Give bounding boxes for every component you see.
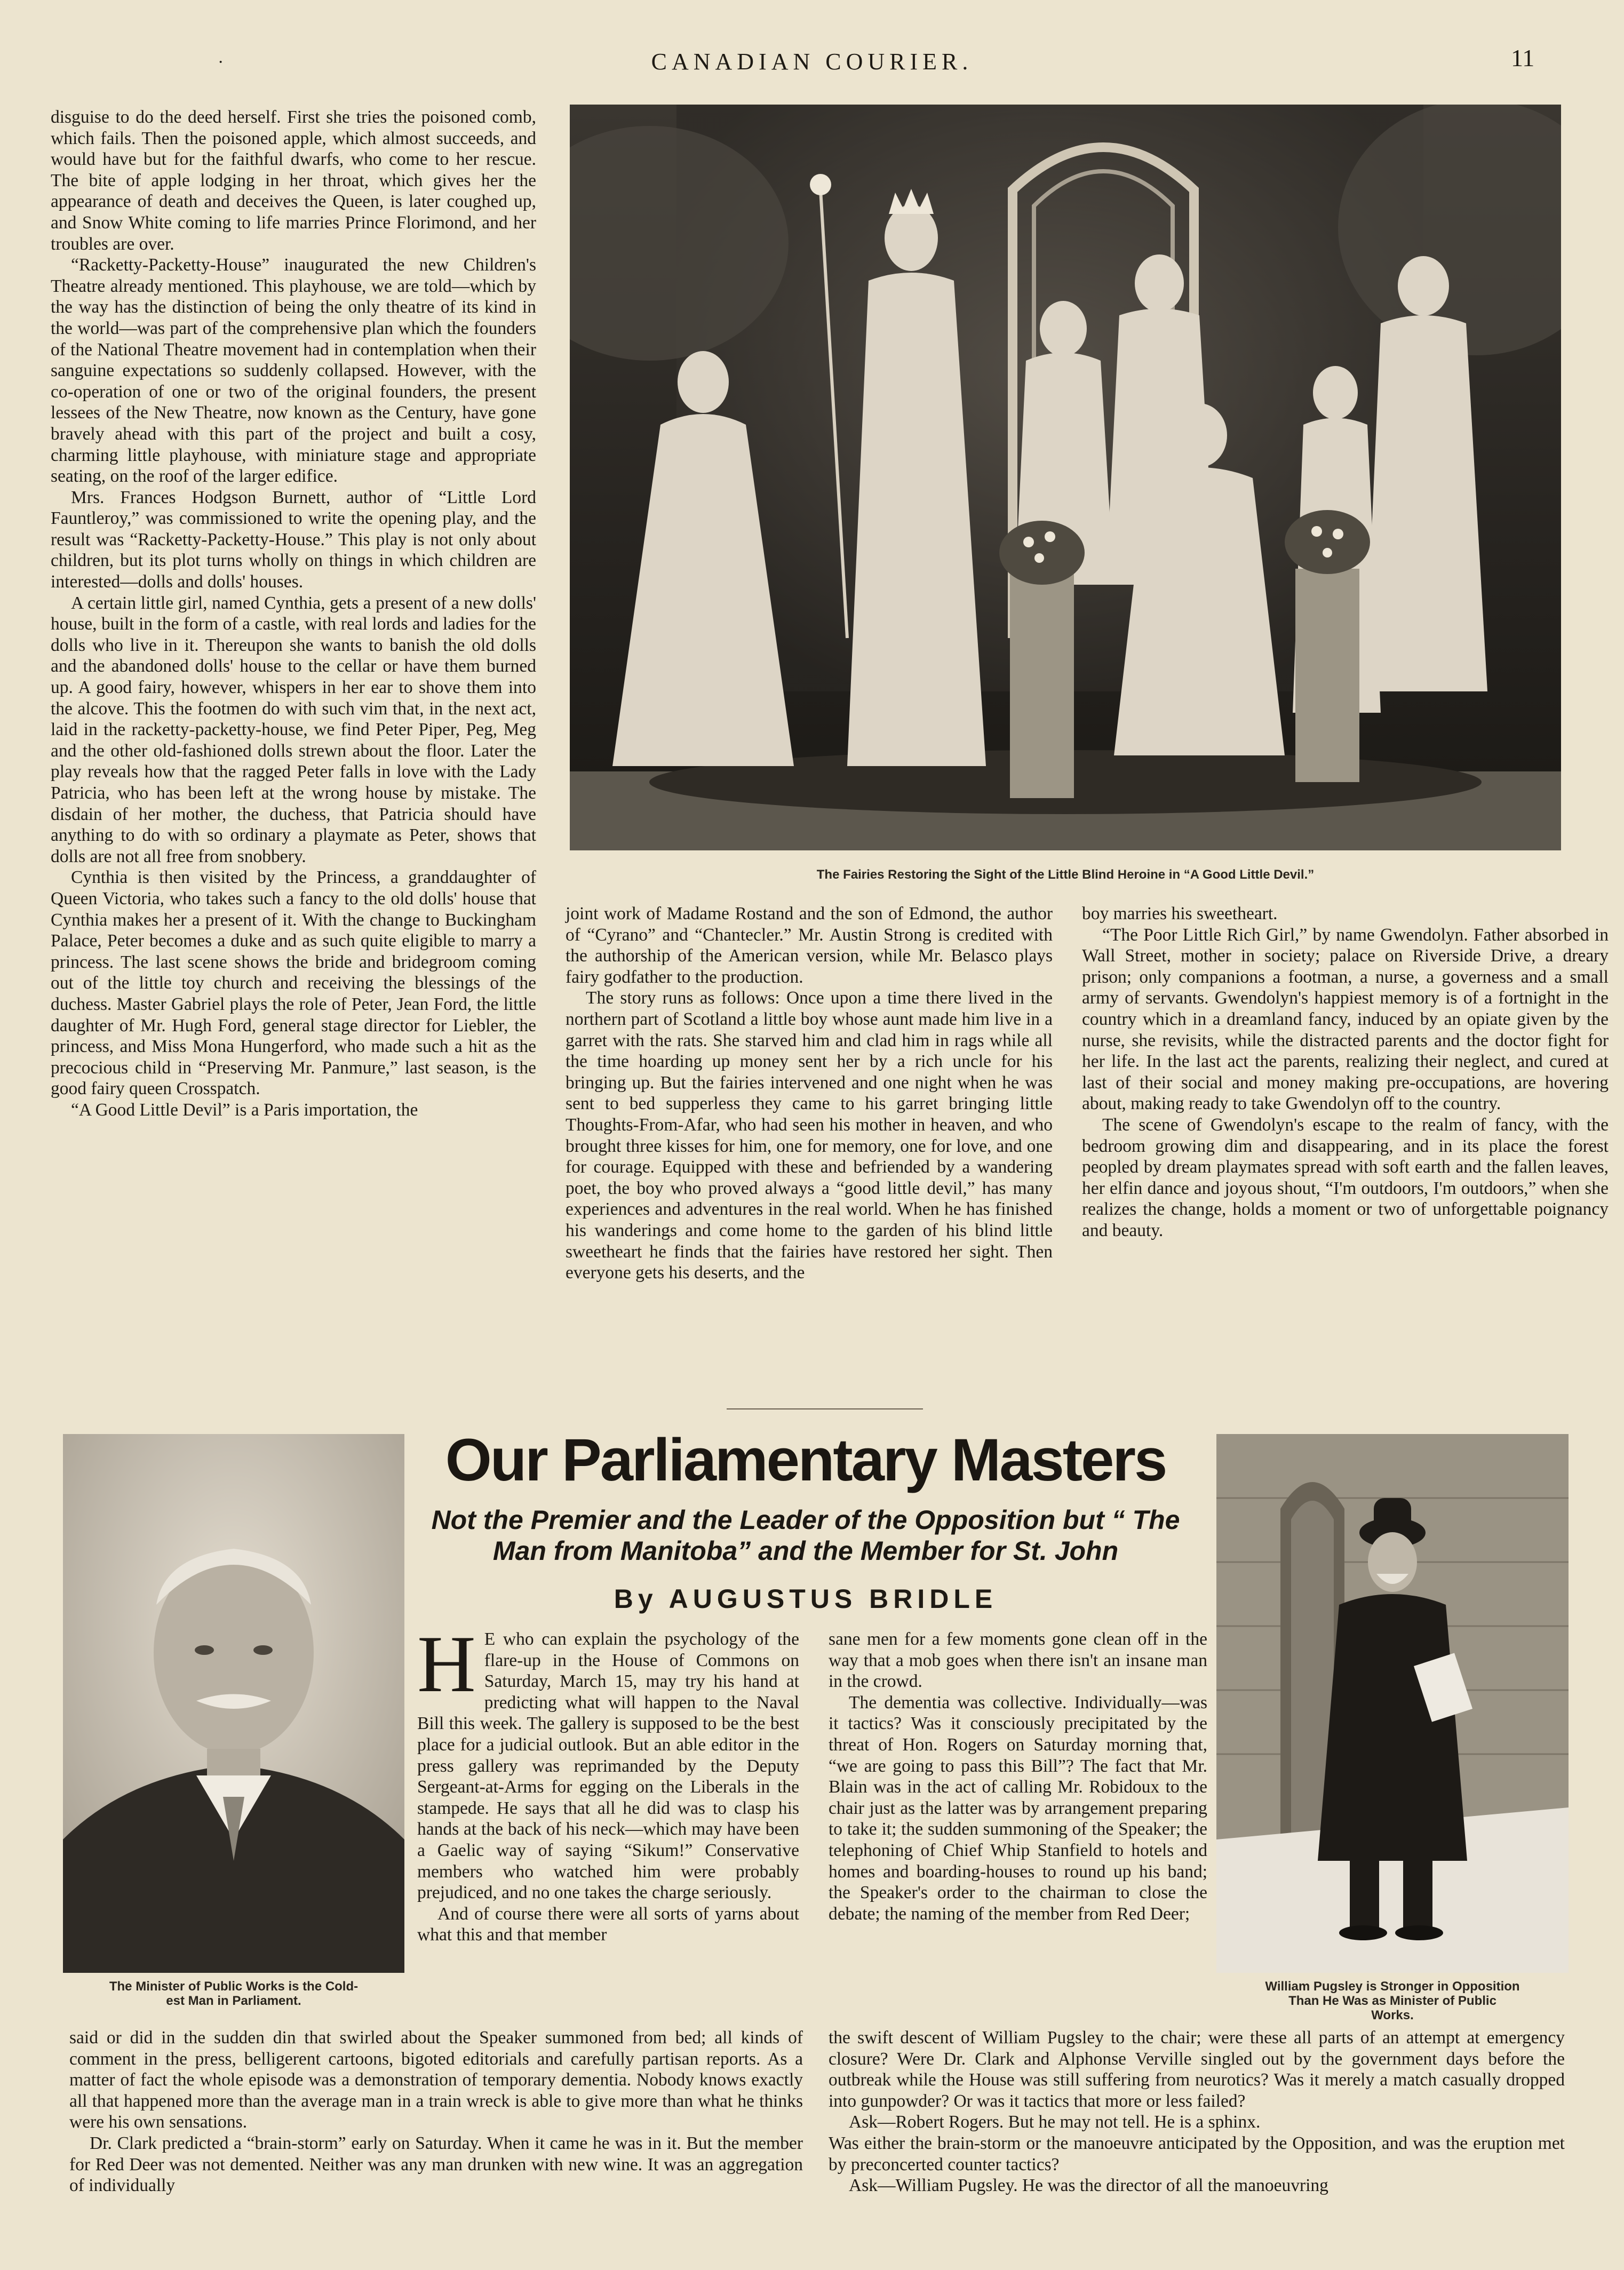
left-column: [51, 107, 536, 1121]
article-column-2: [829, 1629, 1207, 1924]
paragraph: The story runs as follows: Once upon a time there lived in the northern part of Scotland a little boy whose aunt made him live in a garret with the rats. She starved him and clad him in rags while all the time hoarding up money sent her by a rich uncle for his bringing up. But the fairies intervened and one night when he was sent to bed supperless they came to his garret bringing little Thoughts-From-Afar, who had seen his mother in heaven, and who brought three kisses for him, one for memory, one for love, and one for courage. Equipped with these and befriended by a wandering poet, the boy who proved always a “good little devil,” has many experiences and adventures in the real world. When he has finished his wanderings and come home to the garden of his blind little sweetheart he finds that the fairies have restored her sight. Then everyone gets his deserts, and the: [566, 988, 1053, 1283]
paragraph: joint work of Madame Rostand and the son of Edmond, the author of “Cyrano” and “Chantecler.” Mr. Austin Strong is credited with the authorship of the American version, while Mr. Belasco plays fairy godfather to the production.: [566, 904, 1053, 987]
paragraph: disguise to do the deed herself. First she tries the poisoned comb, which fails. Then the poisoned apple, which almost succeeds, and would have but for the faithful dwarfs, who come to her rescue. The bite of apple lodging in her throat, which gives her the appearance of death and deceives the Queen, is later coughed up, and Snow White coming to life marries Prince Florimond, and her troubles are over.: [51, 107, 536, 254]
section-divider: [727, 1408, 923, 1409]
pugsley-photo-caption: [1216, 1979, 1569, 2022]
paragraph: Mrs. Frances Hodgson Burnett, author of “Little Lord Fauntleroy,” was commissioned to write the opening play, and the result was “Racketty-Packetty-House.” This play is not only about children, but its plot turns wholly on things in which children are interested—dolls and dolls' houses.: [51, 487, 536, 592]
article-subhead: [411, 1504, 1200, 1566]
paragraph: “The Poor Little Rich Girl,” by name Gwendolyn. Father absorbed in Wall Street, mother in society; palace on Riverside Drive, a dreary prison; only companions a footman, a nurse, a governess and a small army of servants. Gwendolyn's happiest memory is of a fortnight in the country which in a dreamland fancy, induced by an opiate given by the nurse, she revisits, while the distracted parents and the doctor fight for her life. In the last act the parents, realizing their neglect, and cured at last of their social and money making pre-occupations, are hovering about, making ready to take Gwendolyn off to the country.: [1082, 925, 1609, 1114]
paragraph: And of course there were all sorts of yarns about what this and that member: [417, 1903, 799, 1945]
paragraph: “A Good Little Devil” is a Paris importation, the: [71, 1100, 418, 1120]
article-byline: By AUGUSTUS BRIDLE: [614, 1584, 998, 1614]
paragraph: Ask—William Pugsley. He was the director of all the manoeuvring: [849, 2176, 1328, 2196]
paragraph: “Racketty-Packetty-House” inaugurated the new Children's Theatre already mentioned. This playhouse, we are told—which by the way has the distinction of being the only theatre of its kind in the world—was part of the comprehensive plan which the founders of the National Theatre movement had in contemplation when their sanguine expectations so suddenly collapsed. However, with the co-operation of one or two of the original founders, the present lessees of the New Theatre, now known as the Century, have gone bravely ahead with this part of the project and built a cosy, charming little playhouse, with miniature stage and appropriate seating, on the roof of the larger edifice.: [51, 255, 536, 487]
paragraph: sane men for a few moments gone clean off in the way that a mob goes when there isn't an insane man in the crowd.: [829, 1629, 1207, 1692]
pugsley-photo: [1216, 1434, 1569, 1973]
pugsley-photo-illustration: [1216, 1434, 1569, 1973]
article-column-1: [417, 1619, 799, 1946]
fairies-photo-illustration: [570, 105, 1561, 850]
paragraph: [417, 1619, 799, 1903]
fairies-photo-caption: The Fairies Restoring the Sight of the Little Blind Heroine in “A Good Little Devil.”: [816, 867, 1315, 882]
minister-portrait-illustration: [63, 1434, 404, 1973]
paragraph: Cynthia is then visited by the Princess, a granddaughter of Queen Victoria, who takes such a fancy to the old dolls' house that Cynthia makes her a present of it. With the change to Buckingham Palace, Peter becomes a duke and as such quite eligible to marry a princess. The last scene shows the bride and bridegroom coming out of the little toy church and receiving the blessings of the duchess. Master Gabriel plays the role of Peter, Jean Ford, the little daughter of Mr. Hugh Ford, general stage director for Liebler, the princess, and Miss Mona Hungerford, who made such a hit as the precocious child in “Preserving Mr. Panmure,” last season, is the good fairy queen Crosspatch.: [51, 867, 536, 1099]
header-dot: ·: [218, 52, 224, 72]
paragraph: the swift descent of William Pugsley to the chair; were these all parts of an attempt at emergency closure? Were Dr. Clark and Alphonse Verville singled out by the government days before the outbreak while the House was still suffering from neurotics? Was it merely a match casually dropped into gunpowder? Or was it tactics that more or less failed?: [829, 2028, 1565, 2111]
right-column: [1082, 903, 1609, 1241]
caption-line: The Minister of Public Works is the Cold-: [109, 1979, 359, 1994]
paragraph: Dr. Clark predicted a “brain-storm” early on Saturday. When it came he was in it. But the member for Red Deer was not demented. Neither was any man drunken with new wine. It was an aggregation of individually: [69, 2133, 803, 2196]
lead-text: E who can explain the psychology of the flare-up in the House of Commons on Saturday, March 15, may try his hand at predicting what will happen to the Naval Bill this week. The gallery is supposed to be the best place for a judicial outlook. But an able editor in the press gallery was reprimanded by the Deputy Sergeant-at-Arms for egging on the Liberals in the stampede. He says that all he did was to clasp his hands at the back of his neck—which may have been a Gaelic way of saying “Sikum!” Conservative members who watched him were probably prejudiced, and no one takes the charge seriously.: [417, 1629, 799, 1903]
caption-line: Than He Was as Minister of Public: [1288, 1994, 1496, 2008]
middle-column: [566, 903, 1053, 1284]
running-title: CANADIAN COURIER.: [651, 49, 973, 75]
paragraph: said or did in the sudden din that swirled about the Speaker summoned from bed; all kinds of comment in the press, belligerent cartoons, bigoted editorials and carefully partisan reports. As a matter of fact the whole episode was a demonstration of temporary dementia. Nobody knows exactly all that happened more than the average man in a train wreck is able to give more than what he thinks were his own sensations.: [69, 2028, 803, 2132]
caption-line: William Pugsley is Stronger in Opposition: [1265, 1979, 1520, 1994]
page-number: 11: [1511, 44, 1535, 71]
paragraph: The scene of Gwendolyn's escape to the realm of fancy, with the bedroom growing dim and disappearing, and in its place the forest peopled by dream playmates spread with soft earth and the fallen leaves, her elfin dance and joyous shout, “I'm outdoors, I'm outdoors,” when she realizes the change, holds a moment or two of unforgettable poignancy and beauty.: [1082, 1114, 1609, 1240]
page-header: [0, 0, 1624, 80]
minister-portrait-caption: [63, 1979, 404, 2008]
subhead-line: Not the Premier and the Leader of the Opposition but “ The: [431, 1505, 1180, 1535]
paragraph: boy marries his sweetheart.: [1082, 904, 1278, 923]
paragraph: The dementia was collective. Individually—was it tactics? Was it consciously precipitated by the threat of Hon. Rogers on Saturday morning that, “we are going to pass this Bill”? The fact that Mr. Blain was in the act of calling Mr. Robidoux to the chair just as the latter was by arrangement preparing to take it; the sudden summoning of the Speaker; the telephoning of Chief Whip Stanfield to hotels and homes and boarding-houses to round up his band; the Speaker's order to the chairman to close the debate; the naming of the member from Red Deer;: [829, 1692, 1207, 1924]
caption-line: est Man in Parliament.: [166, 1994, 301, 2008]
article-bottom-right: [829, 2027, 1565, 2196]
article-headline: Our Parliamentary Masters: [445, 1427, 1166, 1493]
paragraph: Was either the brain-storm or the manoeuvre anticipated by the Opposition, and was the eruption met by preconcerted counter tactics?: [829, 2133, 1565, 2175]
paragraph: A certain little girl, named Cynthia, gets a present of a new dolls' house, built in the form of a castle, with real lords and ladies for the dolls who live in it. Thereupon she wants to banish the old dolls and the abandoned dolls' house to the cellar or have them burned up. A good fairy, however, whispers in her ear to shove them into the alcove. This the footmen do with such vim that, in the next act, laid in the racketty-packetty-house, we find Peter Piper, Peg, Meg and the other old-fashioned dolls strewn about the floor. Later the play reveals how that the ragged Peter falls in love with the Lady Patricia, who has been left at the wrong house by mistake. The disdain of her mother, the duchess, that Patricia should have anything to do with so ordinary a playmate as Peter, shows that dolls are not all free from snobbery.: [51, 593, 536, 866]
subhead-line: Man from Manitoba” and the Member for St. John: [492, 1536, 1119, 1566]
paragraph: Ask—Robert Rogers. But he may not tell. He is a sphinx.: [849, 2112, 1261, 2132]
drop-cap: H: [417, 1619, 476, 1709]
article-bottom-left: [69, 2027, 803, 2196]
fairies-photo: [570, 105, 1561, 850]
caption-line: Works.: [1371, 2008, 1414, 2022]
minister-portrait: [63, 1434, 404, 1973]
